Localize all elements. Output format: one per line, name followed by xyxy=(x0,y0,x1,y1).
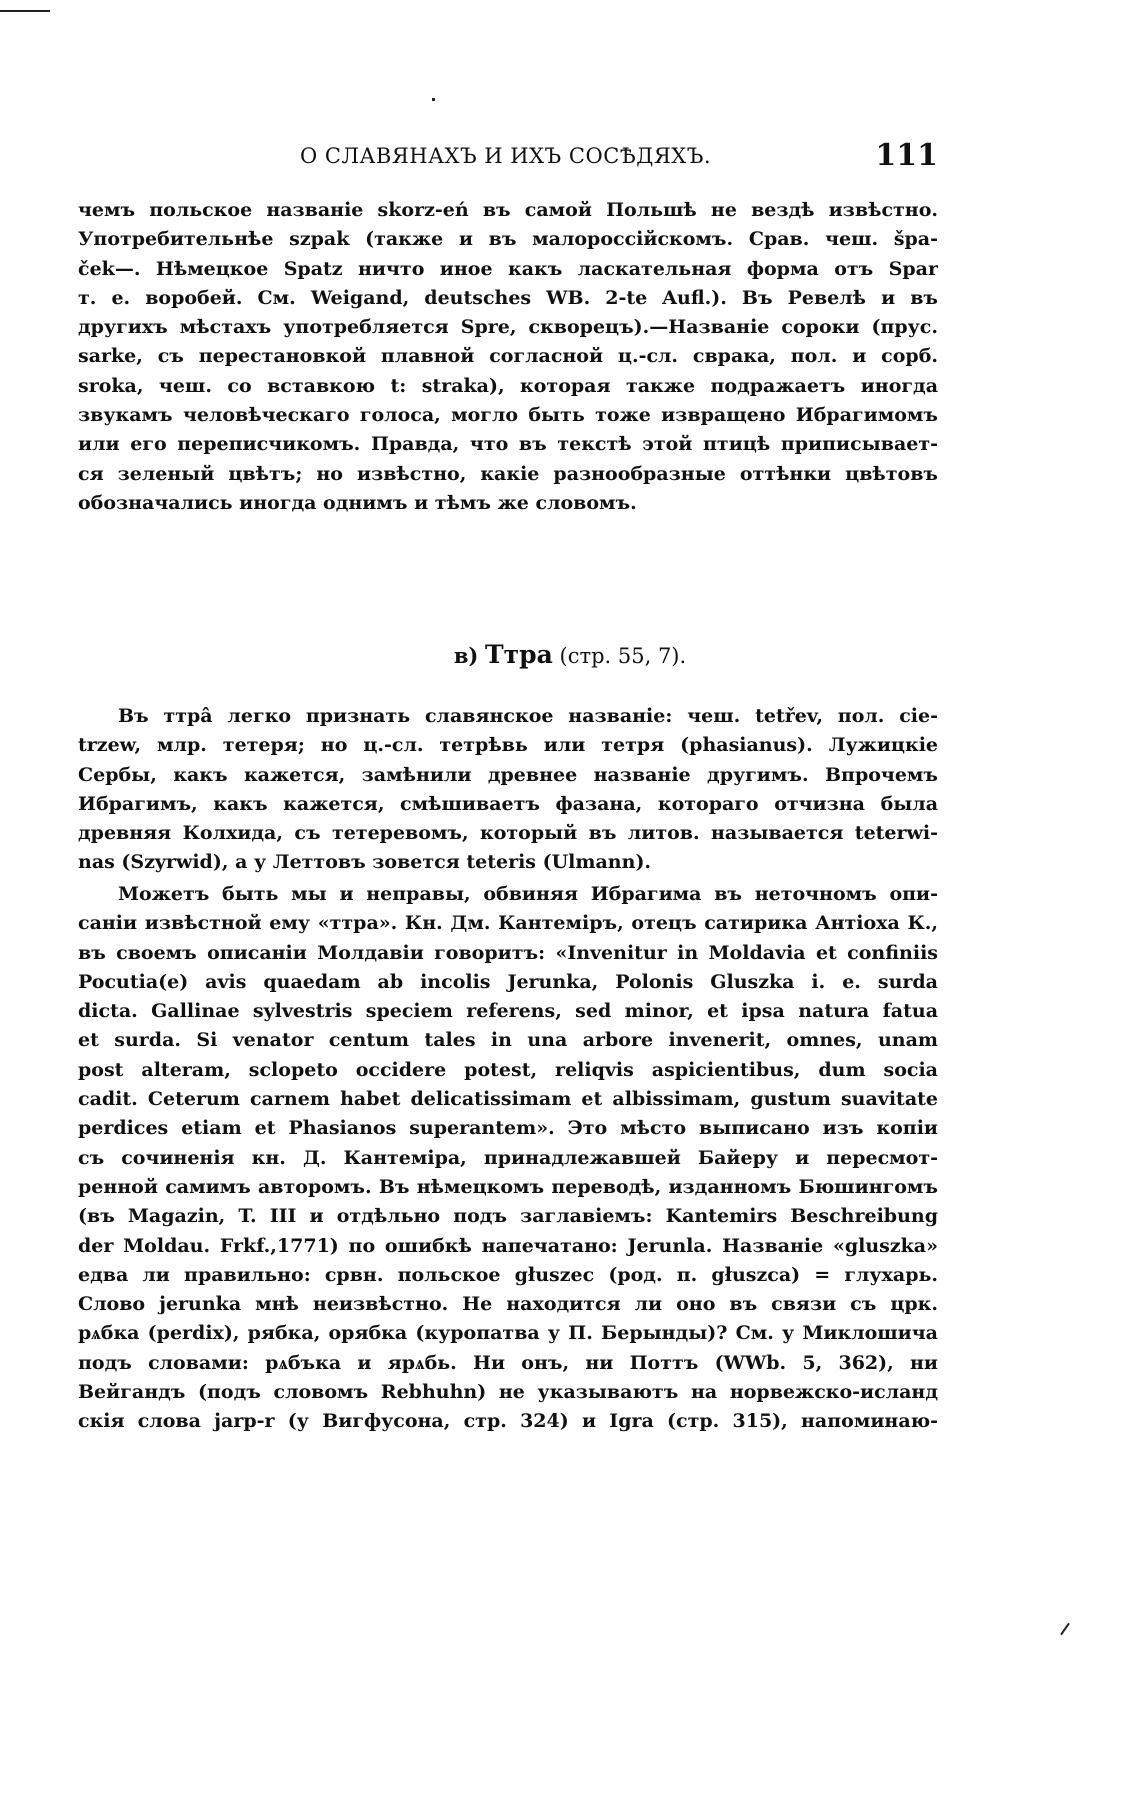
text-line: trzew, млр. тетеря; но ц.-сл. тетрѣвь или тетря (phasianus). Лужицкіе xyxy=(78,734,938,757)
text-line: саніи извѣстной ему «ттра». Кн. Дм. Кантеміръ, отецъ сатирика Антіоха К., xyxy=(78,912,938,935)
section-heading xyxy=(0,640,1140,669)
text-line: скія слова jarp-r (у Вигфусона, стр. 324) и Igra (стр. 315), напоминаю- xyxy=(78,1410,938,1433)
page-header xyxy=(78,140,938,180)
text-line: съ сочиненія кн. Д. Кантеміра, принадлежавшей Байеру и пересмот- xyxy=(78,1146,938,1169)
text-line: Ибрагимъ, какъ кажется, смѣшиваетъ фазана, котораго отчизна была xyxy=(78,792,938,815)
text-line: древняя Колхида, съ тетеревомъ, который въ литов. называется teterwi- xyxy=(78,822,938,845)
text-line: nas (Szyrwid), а у Леттовъ зовется teteris (Ulmann). xyxy=(78,851,652,874)
scan-mark xyxy=(432,98,435,101)
text-line: post alteram, sclopeto occidere potest, reliqvis aspicientibus, dum socia xyxy=(78,1058,938,1081)
text-line: подъ словами: рѧбъка и ярѧбь. Ни онъ, ни Поттъ (WWb. 5, 362), ни xyxy=(78,1351,938,1374)
scan-mark xyxy=(0,10,50,12)
text-line: обозначались иногда однимъ и тѣмъ же словомъ. xyxy=(78,491,637,514)
paragraph-1 xyxy=(78,196,938,518)
page-number: 111 xyxy=(875,138,938,173)
scan-mark xyxy=(1060,1623,1070,1636)
text-line: ся зеленый цвѣтъ; но извѣстно, какіе разнообразные оттѣнки цвѣтовъ xyxy=(78,462,938,485)
text-line: чемъ польское названіе skorz-eń въ самой Польшѣ не вездѣ извѣстно. xyxy=(78,199,938,221)
text-line: Слово jerunka мнѣ неизвѣстно. Не находится ли оно въ связи съ црк. xyxy=(78,1293,938,1316)
paragraph-3 xyxy=(78,880,938,1437)
text-line: рѧбка (perdix), рябка, орябка (куропатва у П. Берынды)? См. у Миклошича xyxy=(78,1322,938,1345)
text-line: звукамъ человѣческаго голоса, могло быть тоже извращено Ибрагимомъ xyxy=(78,404,938,427)
text-line: въ своемъ описаніи Молдавіи говоритъ: «Invenitur in Moldavia et confiniis xyxy=(78,941,938,964)
text-line: Можетъ быть мы и неправы, обвиняя Ибрагима въ неточномъ опи- xyxy=(118,883,938,905)
text-line: cadit. Ceterum carnem habet delicatissimam et albissimam, gustum suavitate xyxy=(78,1088,938,1111)
paragraph-2 xyxy=(78,702,938,878)
text-line: der Moldau. Frkf.,1771) по ошибкѣ напечатано: Jerunla. Названіе «gluszka» xyxy=(78,1234,938,1257)
running-head: О СЛАВЯНАХЪ И ИХЪ СОСѢДЯХЪ. xyxy=(300,144,712,168)
text-line: другихъ мѣстахъ употребляется Spre, скворецъ).—Названіе сороки (прус. xyxy=(78,316,938,339)
text-line: Употребительнѣе szpak (также и въ малороссійскомъ. Срав. чеш. špa- xyxy=(78,228,938,251)
section-headword: Ттра xyxy=(485,640,553,669)
section-letter: в) xyxy=(453,643,479,668)
text-line: (въ Magazin, T. III и отдѣльно подъ заглавіемъ: Kantemirs Beschreibung xyxy=(78,1205,938,1228)
text-line: едва ли правильно: срвн. польское głuszec (род. п. głuszca) = глухарь. xyxy=(78,1263,938,1286)
text-line: et surda. Si venator centum tales in una arbore invenerit, omnes, unam xyxy=(78,1029,938,1052)
text-line: т. е. воробей. См. Weigand, deutsches WB. 2-te Aufl.). Въ Ревелѣ и въ xyxy=(78,286,938,309)
text-line: dicta. Gallinae sylvestris speciem referens, sed minor, et ipsa natura fatua xyxy=(78,1000,938,1023)
text-line: Въ ттрâ легко признать славянское названіе: чеш. tetřev, пол. cie- xyxy=(118,705,938,727)
text-line: или его переписчикомъ. Правда, что въ текстѣ этой птицѣ приписывает- xyxy=(78,433,938,456)
section-reference: (стр. 55, 7). xyxy=(559,644,687,668)
text-line: ček—. Нѣмецкое Spatz ничто иное какъ ласкательная форма отъ Spar xyxy=(78,257,938,280)
text-line: perdices etiam et Phasianos superantem». Это мѣсто выписано изъ копіи xyxy=(78,1117,938,1140)
text-line: sarke, съ перестановкой плавной согласной ц.-сл. сврака, пол. и сорб. xyxy=(78,345,938,368)
text-line: Вейгандъ (подъ словомъ Rebhuhn) не указываютъ на норвежско-исланд xyxy=(78,1381,938,1404)
text-line: ренной самимъ авторомъ. Въ нѣмецкомъ переводѣ, изданномъ Бюшингомъ xyxy=(78,1175,938,1198)
text-line: Сербы, какъ кажется, замѣнили древнее названіе другимъ. Впрочемъ xyxy=(78,763,938,786)
text-line: sroka, чеш. со вставкою t: straka), которая также подражаетъ иногда xyxy=(78,374,938,397)
text-line: Pocutia(e) avis quaedam ab incolis Jerunka, Polonis Gluszka i. e. surda xyxy=(78,970,938,993)
